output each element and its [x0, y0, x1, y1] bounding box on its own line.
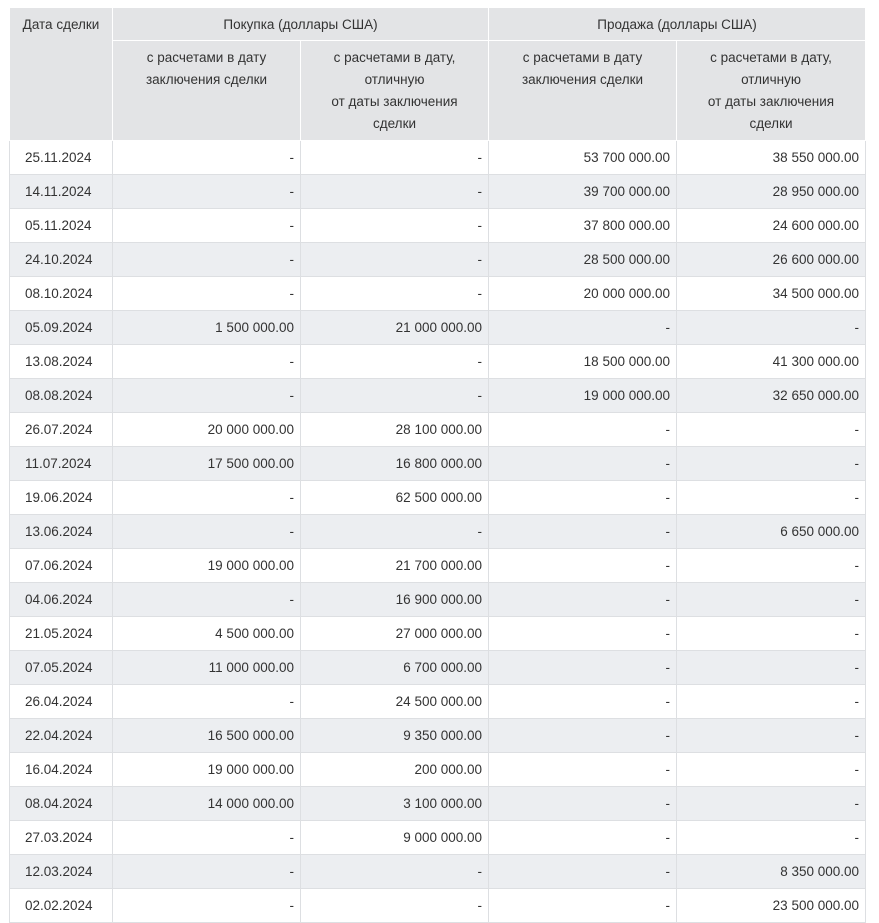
- cell-purchase-other-day: -: [301, 209, 489, 243]
- cell-sale-other-day: -: [677, 549, 866, 583]
- cell-purchase-other-day: 3 100 000.00: [301, 787, 489, 821]
- cell-sale-same-day: 28 500 000.00: [489, 243, 677, 277]
- cell-sale-same-day: -: [489, 855, 677, 889]
- header-line: отличную: [364, 72, 425, 87]
- cell-purchase-same-day: 19 000 000.00: [113, 753, 301, 787]
- cell-purchase-other-day: 27 000 000.00: [301, 617, 489, 651]
- cell-purchase-same-day: 19 000 000.00: [113, 549, 301, 583]
- header-purchase-same-day: [113, 41, 301, 141]
- cell-purchase-other-day: 21 000 000.00: [301, 311, 489, 345]
- cell-date: 08.08.2024: [10, 379, 113, 413]
- table-row: [10, 345, 866, 379]
- cell-purchase-other-day: -: [301, 243, 489, 277]
- table-row: [10, 549, 866, 583]
- table-row: [10, 583, 866, 617]
- table-header: [10, 8, 866, 141]
- cell-date: 22.04.2024: [10, 719, 113, 753]
- cell-date: 13.06.2024: [10, 515, 113, 549]
- table-row: [10, 651, 866, 685]
- cell-purchase-same-day: 11 000 000.00: [113, 651, 301, 685]
- table-row: [10, 787, 866, 821]
- table-row: [10, 379, 866, 413]
- cell-sale-same-day: -: [489, 447, 677, 481]
- cell-purchase-same-day: -: [113, 855, 301, 889]
- cell-sale-same-day: 18 500 000.00: [489, 345, 677, 379]
- cell-purchase-same-day: 1 500 000.00: [113, 311, 301, 345]
- header-line: с расчетами в дату: [522, 50, 643, 65]
- cell-sale-other-day: 28 950 000.00: [677, 175, 866, 209]
- cell-date: 26.04.2024: [10, 685, 113, 719]
- header-line: от даты заключения: [331, 94, 458, 109]
- fx-deals-table-container: [9, 7, 866, 923]
- cell-sale-other-day: 24 600 000.00: [677, 209, 866, 243]
- cell-date: 08.10.2024: [10, 277, 113, 311]
- table-row: [10, 753, 866, 787]
- cell-purchase-same-day: -: [113, 515, 301, 549]
- cell-purchase-other-day: -: [301, 889, 489, 923]
- cell-purchase-other-day: 9 350 000.00: [301, 719, 489, 753]
- cell-purchase-same-day: -: [113, 889, 301, 923]
- cell-date: 12.03.2024: [10, 855, 113, 889]
- cell-date: 08.04.2024: [10, 787, 113, 821]
- table-row: [10, 855, 866, 889]
- cell-purchase-same-day: -: [113, 583, 301, 617]
- cell-sale-other-day: -: [677, 617, 866, 651]
- cell-sale-same-day: -: [489, 311, 677, 345]
- cell-purchase-same-day: 20 000 000.00: [113, 413, 301, 447]
- cell-sale-other-day: 6 650 000.00: [677, 515, 866, 549]
- cell-purchase-other-day: -: [301, 141, 489, 175]
- cell-sale-other-day: -: [677, 413, 866, 447]
- cell-purchase-other-day: -: [301, 855, 489, 889]
- cell-date: 11.07.2024: [10, 447, 113, 481]
- table-row: [10, 413, 866, 447]
- cell-purchase-other-day: 9 000 000.00: [301, 821, 489, 855]
- cell-sale-same-day: -: [489, 617, 677, 651]
- cell-purchase-same-day: -: [113, 481, 301, 515]
- cell-purchase-other-day: 16 900 000.00: [301, 583, 489, 617]
- table-row: [10, 821, 866, 855]
- cell-date: 02.02.2024: [10, 889, 113, 923]
- header-line: заключения сделки: [145, 72, 268, 87]
- cell-date: 05.11.2024: [10, 209, 113, 243]
- cell-purchase-same-day: -: [113, 821, 301, 855]
- table-body: [10, 141, 866, 923]
- cell-sale-other-day: 41 300 000.00: [677, 345, 866, 379]
- header-line: сделки: [373, 116, 417, 131]
- cell-purchase-other-day: 62 500 000.00: [301, 481, 489, 515]
- cell-sale-same-day: -: [489, 583, 677, 617]
- table-row: [10, 141, 866, 175]
- cell-purchase-same-day: -: [113, 243, 301, 277]
- cell-sale-same-day: -: [489, 549, 677, 583]
- cell-purchase-same-day: -: [113, 175, 301, 209]
- header-line: с расчетами в дату,: [710, 50, 832, 65]
- cell-sale-same-day: 37 800 000.00: [489, 209, 677, 243]
- cell-purchase-other-day: -: [301, 277, 489, 311]
- cell-purchase-other-day: 200 000.00: [301, 753, 489, 787]
- table-row: [10, 447, 866, 481]
- header-line: с расчетами в дату: [146, 50, 267, 65]
- cell-purchase-other-day: -: [301, 345, 489, 379]
- table-row: [10, 515, 866, 549]
- cell-date: 05.09.2024: [10, 311, 113, 345]
- cell-purchase-same-day: -: [113, 209, 301, 243]
- cell-purchase-same-day: 17 500 000.00: [113, 447, 301, 481]
- header-line: отличную: [741, 72, 801, 87]
- cell-sale-other-day: -: [677, 447, 866, 481]
- cell-sale-other-day: -: [677, 651, 866, 685]
- cell-date: 21.05.2024: [10, 617, 113, 651]
- cell-sale-same-day: -: [489, 413, 677, 447]
- table-row: [10, 311, 866, 345]
- table-row: [10, 719, 866, 753]
- cell-purchase-other-day: 21 700 000.00: [301, 549, 489, 583]
- header-line: с расчетами в дату,: [333, 50, 456, 65]
- cell-sale-same-day: -: [489, 719, 677, 753]
- cell-purchase-other-day: -: [301, 379, 489, 413]
- cell-purchase-other-day: 16 800 000.00: [301, 447, 489, 481]
- cell-date: 19.06.2024: [10, 481, 113, 515]
- cell-date: 24.10.2024: [10, 243, 113, 277]
- header-purchase-other-day: [301, 41, 489, 141]
- cell-date: 07.05.2024: [10, 651, 113, 685]
- table-row: [10, 685, 866, 719]
- cell-sale-same-day: -: [489, 481, 677, 515]
- cell-purchase-other-day: 28 100 000.00: [301, 413, 489, 447]
- header-sale-same-day: [489, 41, 677, 141]
- cell-purchase-same-day: -: [113, 345, 301, 379]
- table-row: [10, 889, 866, 923]
- table-row: [10, 175, 866, 209]
- cell-sale-other-day: -: [677, 481, 866, 515]
- fx-deals-table: [9, 7, 866, 923]
- cell-sale-same-day: -: [489, 753, 677, 787]
- cell-date: 04.06.2024: [10, 583, 113, 617]
- cell-sale-other-day: -: [677, 787, 866, 821]
- cell-date: 26.07.2024: [10, 413, 113, 447]
- cell-date: 16.04.2024: [10, 753, 113, 787]
- cell-sale-same-day: -: [489, 821, 677, 855]
- cell-purchase-same-day: 4 500 000.00: [113, 617, 301, 651]
- table-row: [10, 209, 866, 243]
- cell-sale-same-day: -: [489, 685, 677, 719]
- cell-date: 27.03.2024: [10, 821, 113, 855]
- cell-sale-same-day: -: [489, 889, 677, 923]
- cell-date: 07.06.2024: [10, 549, 113, 583]
- table-row: [10, 277, 866, 311]
- cell-sale-other-day: -: [677, 719, 866, 753]
- cell-sale-other-day: 38 550 000.00: [677, 141, 866, 175]
- cell-sale-other-day: -: [677, 821, 866, 855]
- cell-sale-other-day: -: [677, 583, 866, 617]
- cell-purchase-other-day: -: [301, 515, 489, 549]
- cell-sale-other-day: -: [677, 685, 866, 719]
- cell-date: 14.11.2024: [10, 175, 113, 209]
- cell-purchase-same-day: 14 000 000.00: [113, 787, 301, 821]
- cell-sale-same-day: 20 000 000.00: [489, 277, 677, 311]
- header-purchase: Покупка (доллары США): [113, 8, 489, 41]
- cell-sale-same-day: -: [489, 787, 677, 821]
- cell-date: 25.11.2024: [10, 141, 113, 175]
- cell-sale-other-day: 23 500 000.00: [677, 889, 866, 923]
- header-date: Дата сделки: [10, 8, 113, 141]
- cell-sale-same-day: -: [489, 651, 677, 685]
- table-row: [10, 617, 866, 651]
- cell-sale-other-day: 34 500 000.00: [677, 277, 866, 311]
- cell-purchase-same-day: -: [113, 685, 301, 719]
- header-sale: Продажа (доллары США): [489, 8, 866, 41]
- cell-purchase-same-day: -: [113, 277, 301, 311]
- cell-purchase-same-day: -: [113, 141, 301, 175]
- cell-sale-other-day: 8 350 000.00: [677, 855, 866, 889]
- cell-sale-same-day: -: [489, 515, 677, 549]
- cell-sale-other-day: 26 600 000.00: [677, 243, 866, 277]
- cell-purchase-same-day: 16 500 000.00: [113, 719, 301, 753]
- cell-purchase-other-day: 6 700 000.00: [301, 651, 489, 685]
- header-line: заключения сделки: [521, 72, 644, 87]
- cell-purchase-other-day: -: [301, 175, 489, 209]
- cell-date: 13.08.2024: [10, 345, 113, 379]
- cell-purchase-other-day: 24 500 000.00: [301, 685, 489, 719]
- cell-sale-other-day: 32 650 000.00: [677, 379, 866, 413]
- cell-sale-other-day: -: [677, 753, 866, 787]
- header-sale-other-day: [677, 41, 866, 141]
- table-row: [10, 243, 866, 277]
- cell-sale-same-day: 19 000 000.00: [489, 379, 677, 413]
- cell-sale-same-day: 39 700 000.00: [489, 175, 677, 209]
- cell-sale-same-day: 53 700 000.00: [489, 141, 677, 175]
- table-row: [10, 481, 866, 515]
- cell-purchase-same-day: -: [113, 379, 301, 413]
- header-line: сделки: [749, 116, 793, 131]
- cell-sale-other-day: -: [677, 311, 866, 345]
- header-line: от даты заключения: [707, 94, 835, 109]
